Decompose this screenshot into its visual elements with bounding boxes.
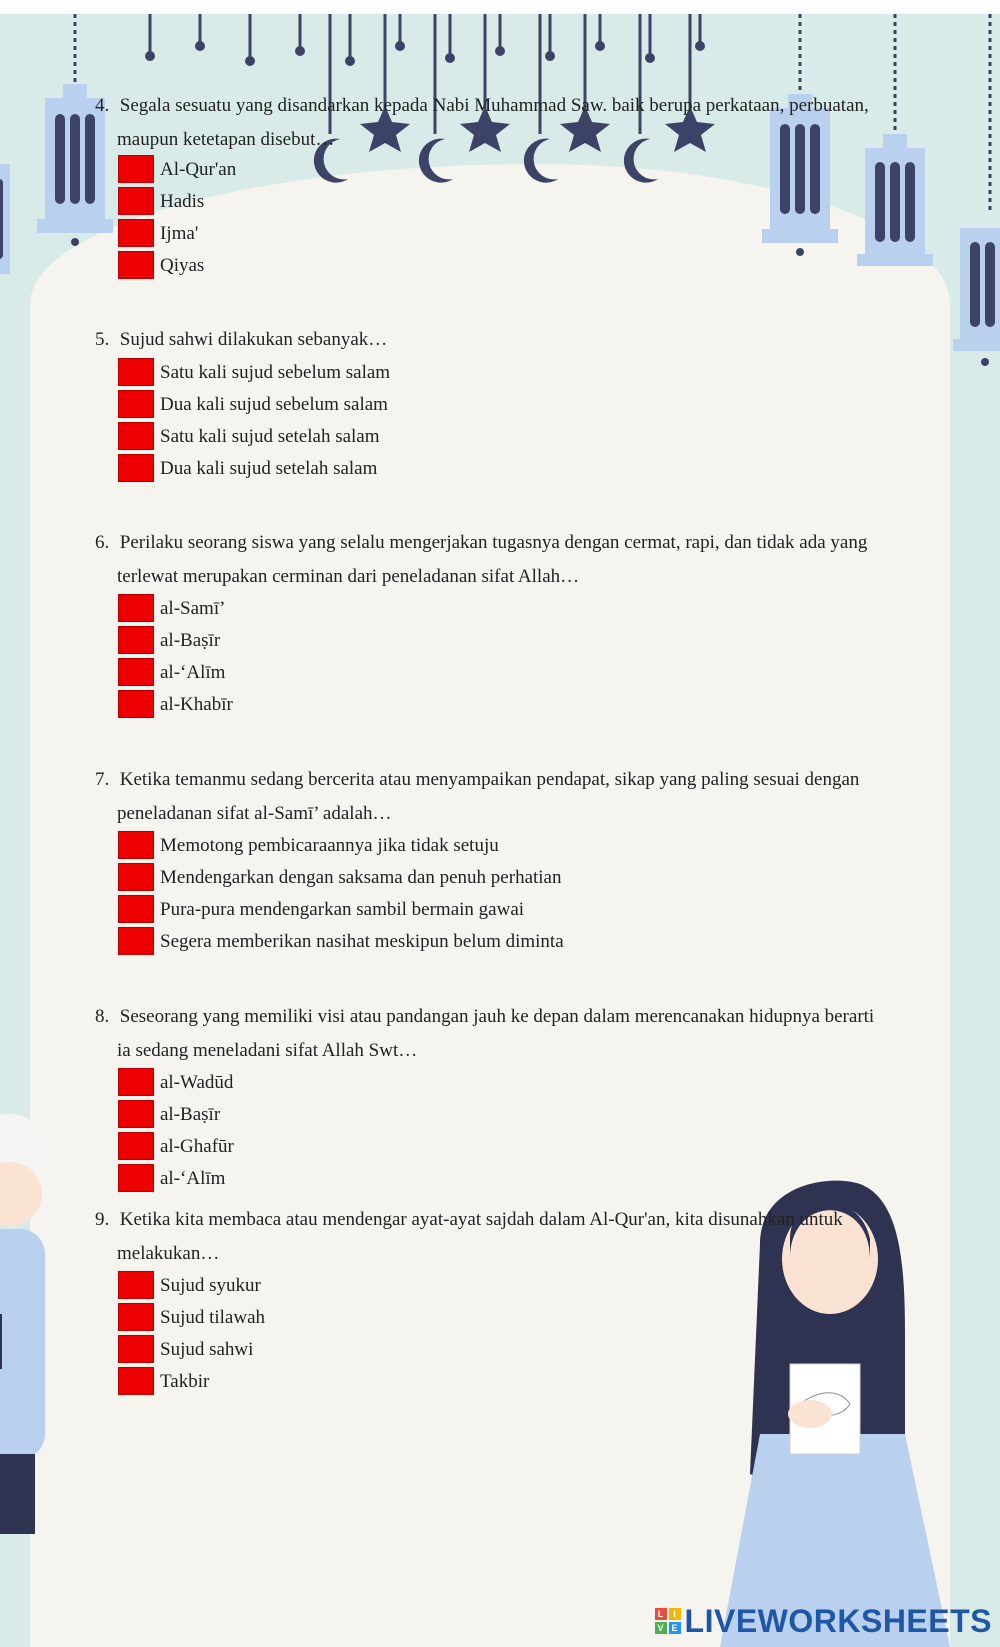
answer-checkbox[interactable] xyxy=(118,895,154,923)
answer-checkbox[interactable] xyxy=(118,927,154,955)
question-number: 4. xyxy=(95,95,110,116)
logo-mark-icon: L I V E xyxy=(655,1608,681,1634)
question-text: Perilaku seorang siswa yang selalu mengerjakan tugasnya dengan cermat, rapi, dan tidak ada yang xyxy=(119,532,868,553)
option-label: Mendengarkan dengan saksama dan penuh perhatian xyxy=(160,867,562,888)
option-label: al-Ghafūr xyxy=(160,1136,234,1157)
option-label: al-Baṣīr xyxy=(160,630,221,651)
answer-checkbox[interactable] xyxy=(118,690,154,718)
option-label: Ijma' xyxy=(160,223,199,244)
option-label: Satu kali sujud setelah salam xyxy=(160,426,380,447)
option-label: Dua kali sujud setelah salam xyxy=(160,458,378,479)
answer-checkbox[interactable] xyxy=(118,454,154,482)
question-number: 6. xyxy=(95,532,110,553)
option-label: Dua kali sujud sebelum salam xyxy=(160,394,388,415)
answer-checkbox[interactable] xyxy=(118,1100,154,1128)
answer-checkbox[interactable] xyxy=(118,155,154,183)
option-label: al-Wadūd xyxy=(160,1072,234,1093)
question-5 xyxy=(95,323,885,357)
boy-illustration xyxy=(0,1114,45,1534)
answer-checkbox[interactable] xyxy=(118,358,154,386)
question-text: Segala sesuatu yang disandarkan kepada Nabi Muhammad Saw. baik berupa perkataan, perbuatan, xyxy=(119,95,869,116)
answer-checkbox[interactable] xyxy=(118,219,154,247)
option-label: Hadis xyxy=(160,191,205,212)
answer-checkbox[interactable] xyxy=(118,594,154,622)
answer-checkbox[interactable] xyxy=(118,1367,154,1395)
option-label: al-‘Alīm xyxy=(160,1168,226,1189)
question-4 xyxy=(95,89,885,157)
answer-checkbox[interactable] xyxy=(118,863,154,891)
question-text-continued: ia sedang meneladani sifat Allah Swt… xyxy=(117,1040,418,1061)
option-label: Takbir xyxy=(160,1371,210,1392)
option-label: al-Khabīr xyxy=(160,694,233,715)
option-label: al-Baṣīr xyxy=(160,1104,221,1125)
answer-checkbox[interactable] xyxy=(118,1132,154,1160)
option-label: Memotong pembicaraannya jika tidak setuju xyxy=(160,835,499,856)
worksheet-background xyxy=(0,14,1000,1647)
answer-checkbox[interactable] xyxy=(118,831,154,859)
question-text: Sujud sahwi dilakukan sebanyak… xyxy=(119,329,388,350)
question-6 xyxy=(95,526,885,594)
question-text: Seseorang yang memiliki visi atau pandangan jauh ke depan dalam merencanakan hidupnya berarti xyxy=(119,1006,875,1027)
answer-checkbox[interactable] xyxy=(118,187,154,215)
question-number: 9. xyxy=(95,1209,110,1230)
answer-checkbox[interactable] xyxy=(118,390,154,418)
question-8 xyxy=(95,1000,885,1068)
question-text: Ketika temanmu sedang bercerita atau menyampaikan pendapat, sikap yang paling sesuai dengan xyxy=(119,769,860,790)
answer-checkbox[interactable] xyxy=(118,1303,154,1331)
liveworksheets-logo xyxy=(655,1601,992,1641)
answer-checkbox[interactable] xyxy=(118,1335,154,1363)
option-label: Sujud sahwi xyxy=(160,1339,254,1360)
option-label: Sujud tilawah xyxy=(160,1307,266,1328)
answer-checkbox[interactable] xyxy=(118,251,154,279)
question-number: 8. xyxy=(95,1006,110,1027)
question-number: 7. xyxy=(95,769,110,790)
answer-checkbox[interactable] xyxy=(118,658,154,686)
answer-checkbox[interactable] xyxy=(118,1068,154,1096)
question-text-continued: melakukan… xyxy=(117,1243,220,1264)
option-label: Pura-pura mendengarkan sambil bermain gawai xyxy=(160,899,525,920)
answer-checkbox[interactable] xyxy=(118,626,154,654)
question-9 xyxy=(95,1203,885,1271)
option-label: Qiyas xyxy=(160,255,205,276)
question-7 xyxy=(95,763,885,831)
question-text-continued: terlewat merupakan cerminan dari peneladanan sifat Allah… xyxy=(117,566,580,587)
question-text-continued: peneladanan sifat al-Samī’ adalah… xyxy=(117,803,392,824)
answer-checkbox[interactable] xyxy=(118,1164,154,1192)
option-label: al-Samī’ xyxy=(160,598,226,619)
logo-text: LIVEWORKSHEETS xyxy=(684,1602,992,1639)
question-text: Ketika kita membaca atau mendengar ayat-ayat sajdah dalam Al-Qur'an, kita disunahkan untuk xyxy=(119,1209,843,1230)
option-label: Satu kali sujud sebelum salam xyxy=(160,362,391,383)
option-label: Al-Qur'an xyxy=(160,159,237,180)
question-text-continued: maupun ketetapan disebut… xyxy=(117,129,335,150)
question-number: 5. xyxy=(95,329,110,350)
answer-checkbox[interactable] xyxy=(118,1271,154,1299)
answer-checkbox[interactable] xyxy=(118,422,154,450)
option-label: al-‘Alīm xyxy=(160,662,226,683)
option-label: Segera memberikan nasihat meskipun belum diminta xyxy=(160,931,564,952)
option-label: Sujud syukur xyxy=(160,1275,261,1296)
